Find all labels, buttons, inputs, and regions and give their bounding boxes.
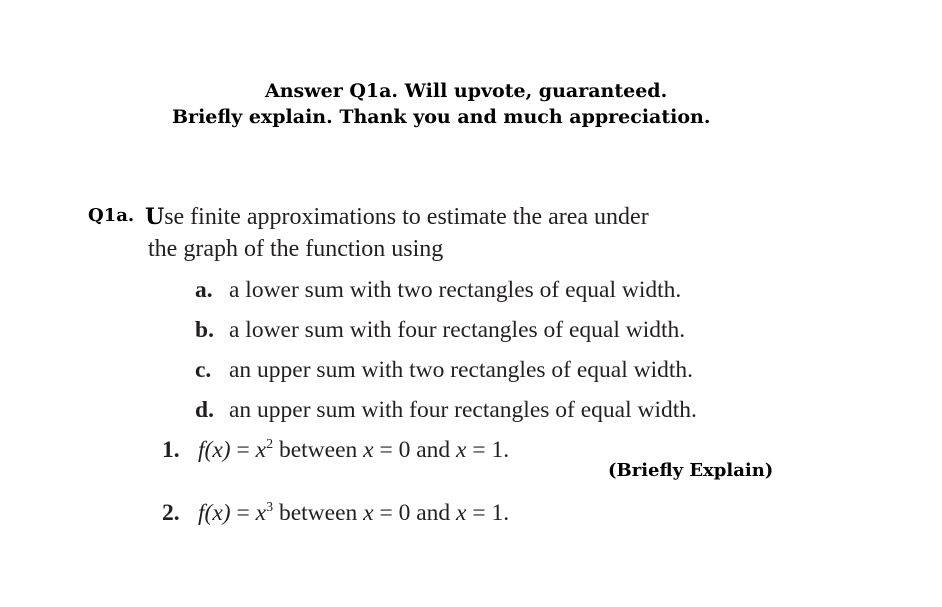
option-letter: d.: [195, 397, 214, 423]
option-text: an upper sum with four rectangles of equal width.: [229, 397, 697, 423]
option-d: [195, 397, 697, 424]
problem-var: x: [363, 500, 374, 526]
problem-cond: = 0 and: [373, 437, 456, 463]
problem-var: x: [456, 500, 467, 526]
problem-equals: =: [230, 500, 256, 526]
problem-var: x: [363, 437, 374, 463]
question-label: Q1a.: [88, 205, 135, 226]
question-prompt-text-1: se finite approximations to estimate the area under: [164, 204, 649, 230]
problem-function: f(x): [198, 500, 231, 526]
option-text: a lower sum with four rectangles of equal width.: [229, 317, 686, 343]
problem-function: f(x): [198, 437, 231, 463]
problem-base: x: [255, 500, 267, 526]
question-lead-letter: U: [145, 204, 165, 230]
header-request-line-1: Answer Q1a. Will upvote, guaranteed.: [265, 80, 668, 102]
problem-between: between: [273, 437, 364, 463]
option-text: an upper sum with two rectangles of equal width.: [229, 357, 694, 383]
problem-cond: = 1.: [466, 500, 510, 526]
problem-2: [162, 500, 509, 527]
problem-var: x: [456, 437, 467, 463]
option-letter: a.: [195, 277, 213, 303]
problem-cond: = 0 and: [373, 500, 456, 526]
option-text: a lower sum with two rectangles of equal width.: [229, 277, 682, 303]
problem-1: [162, 437, 509, 464]
option-a: [195, 277, 681, 304]
problem-number: 1.: [162, 437, 180, 463]
option-letter: b.: [195, 317, 214, 343]
problem-base: x: [255, 437, 267, 463]
header-request-line-2: Briefly explain. Thank you and much appreciation.: [172, 106, 711, 128]
problem-equals: =: [230, 437, 256, 463]
problem-exponent: 3: [266, 500, 274, 515]
problem-number: 2.: [162, 500, 180, 526]
option-c: [195, 357, 693, 384]
question-prompt-line-1: [145, 204, 649, 231]
option-b: [195, 317, 685, 344]
problem-cond: = 1.: [466, 437, 510, 463]
problem-exponent: 2: [266, 437, 274, 452]
option-letter: c.: [195, 357, 212, 383]
briefly-explain-note: (Briefly Explain): [608, 460, 774, 481]
problem-between: between: [273, 500, 364, 526]
question-prompt-line-2: the graph of the function using: [148, 236, 444, 262]
